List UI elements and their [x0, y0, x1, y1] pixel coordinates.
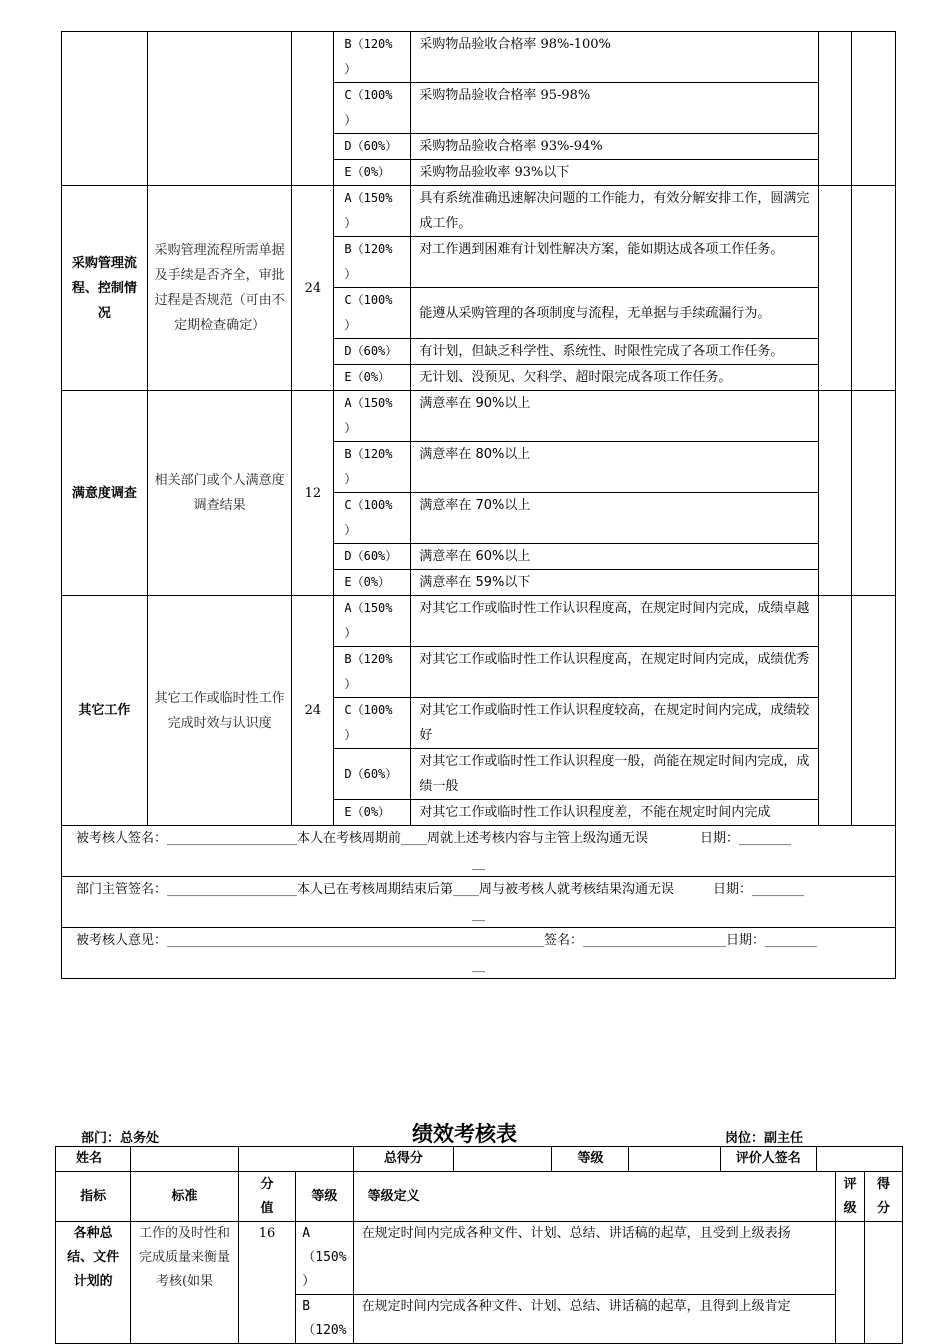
- position-label: 岗位：副主任: [725, 1131, 804, 1146]
- indicator-cell: 其它工作: [62, 596, 148, 826]
- signature-text: 部门主管签名：____________________本人已在考核周期结束后第____周与被考核人就考核结果沟通无误 日期：________: [76, 882, 805, 897]
- reviewer-label: 评价人签名: [720, 1147, 816, 1172]
- indicator-cell: 各种总结、文件计划的: [56, 1222, 131, 1344]
- grade-cell: C（100% ）: [334, 698, 411, 749]
- grade-definition: 对其它工作或临时性工作认识程度一般，尚能在规定时间内完成，成绩一般: [411, 749, 819, 800]
- grade-value[interactable]: [629, 1147, 720, 1172]
- grade-cell: D（60%）: [334, 339, 411, 365]
- grade-cell: E（0%）: [334, 570, 411, 596]
- summary-row: [56, 1147, 903, 1172]
- grade-definition: 对其它工作或临时性工作认识程度差，不能在规定时间内完成: [411, 800, 819, 826]
- standard-header: 标准: [131, 1172, 239, 1222]
- rating-cell[interactable]: [836, 1222, 865, 1344]
- grade-definition: 无计划、没预见、欠科学、超时限完成各项工作任务。: [411, 365, 819, 391]
- grade-definition: 满意率在 59%以下: [411, 570, 819, 596]
- score-cell: 16: [238, 1222, 295, 1344]
- indicator-cell: 采购管理流程、控制情况: [62, 186, 148, 391]
- table-row: [62, 596, 896, 647]
- grade-cell: A（150% ）: [334, 186, 411, 237]
- rating-cell[interactable]: [819, 186, 852, 391]
- grade-definition: 在规定时间内完成各种文件、计划、总结、讲话稿的起草，且得到上级肯定: [353, 1295, 836, 1344]
- grade-definition: 满意率在 90%以上: [411, 391, 819, 442]
- grade-cell: B（120% ）: [334, 237, 411, 288]
- name-value[interactable]: [131, 1147, 239, 1172]
- grade-cell: B（120%: [296, 1295, 353, 1344]
- signature-row-employee: [62, 826, 896, 877]
- score-cell: [292, 32, 334, 186]
- indicator-header: 指标: [56, 1172, 131, 1222]
- points-header: 得 分: [865, 1172, 903, 1222]
- grade-definition: 满意率在 80%以上: [411, 442, 819, 493]
- department-label: 部门：总务处: [81, 1131, 160, 1146]
- signature-text: 被考核人意见：__________________________________________________________签名：______________________日期：________: [76, 933, 818, 948]
- signature-cell[interactable]: [62, 826, 896, 877]
- grade-cell: B（120% ）: [334, 647, 411, 698]
- points-cell[interactable]: [865, 1222, 903, 1344]
- points-cell[interactable]: [852, 32, 896, 186]
- table-row: [62, 32, 896, 83]
- score-header: 分 值: [238, 1172, 295, 1222]
- grade-label: 等级: [552, 1147, 629, 1172]
- signature-cell[interactable]: [62, 928, 896, 979]
- rating-cell[interactable]: [819, 391, 852, 596]
- signature-row-opinion: [62, 928, 896, 979]
- standard-cell: 工作的及时性和完成质量来衡量考核(如果: [131, 1222, 239, 1344]
- signature-line: __: [472, 856, 485, 871]
- grade-cell: C（100% ）: [334, 493, 411, 544]
- grade-cell: B（120% ）: [334, 442, 411, 493]
- grade-definition: 采购物品验收合格率 95-98%: [411, 83, 819, 134]
- rating-header: 评 级: [836, 1172, 865, 1222]
- points-cell[interactable]: [852, 596, 896, 826]
- indicator-cell: 满意度调查: [62, 391, 148, 596]
- total-score-input[interactable]: [454, 1147, 552, 1172]
- signature-text: 被考核人签名：____________________本人在考核周期前____周就上述考核内容与主管上级沟通无误 日期：________: [76, 831, 792, 846]
- grade-definition: 在规定时间内完成各种文件、计划、总结、讲话稿的起草，且受到上级表扬: [353, 1222, 836, 1295]
- signature-line: __: [472, 907, 485, 922]
- grade-definition: 有计划，但缺乏科学性、系统性、时限性完成了各项工作任务。: [411, 339, 819, 365]
- signature-row-supervisor: [62, 877, 896, 928]
- standard-cell: 相关部门或个人满意度调查结果: [147, 391, 292, 596]
- grade-cell: D（60%）: [334, 134, 411, 160]
- grade-definition: 满意率在 70%以上: [411, 493, 819, 544]
- grade-header: 等级: [296, 1172, 353, 1222]
- grade-cell: C（100% ）: [334, 83, 411, 134]
- table-row: [56, 1222, 903, 1295]
- grade-cell: E（0%）: [334, 160, 411, 186]
- grade-cell: A（150% ）: [334, 596, 411, 647]
- column-header-row: [56, 1172, 903, 1222]
- standard-cell: [147, 32, 292, 186]
- grade-cell: D（60%）: [334, 749, 411, 800]
- grade-cell: C（100% ）: [334, 288, 411, 339]
- grade-definition: 采购物品验收合格率 93%-94%: [411, 134, 819, 160]
- points-cell[interactable]: [852, 186, 896, 391]
- signature-cell[interactable]: [62, 877, 896, 928]
- grade-definition: 对其它工作或临时性工作认识程度高，在规定时间内完成，成绩卓越: [411, 596, 819, 647]
- grade-definition: 满意率在 60%以上: [411, 544, 819, 570]
- performance-table: [55, 1146, 903, 1344]
- standard-cell: 其它工作或临时性工作完成时效与认识度: [147, 596, 292, 826]
- name-label: 姓名: [56, 1147, 131, 1172]
- table-row: [62, 186, 896, 237]
- total-score-label: 总得分: [353, 1147, 454, 1172]
- indicator-cell: [62, 32, 148, 186]
- grade-definition: 具有系统准确迅速解决问题的工作能力，有效分解安排工作，圆满完成工作。: [411, 186, 819, 237]
- form-title: 绩效考核表: [412, 1122, 517, 1146]
- grade-cell: E（0%）: [334, 365, 411, 391]
- score-cell: 24: [292, 186, 334, 391]
- grade-cell: A（150% ）: [296, 1222, 353, 1295]
- standard-cell: 采购管理流程所需单据及手续是否齐全，审批过程是否规范（可由不定期检查确定）: [147, 186, 292, 391]
- grade-definition: 能遵从采购管理的各项制度与流程，无单据与手续疏漏行为。: [411, 288, 819, 339]
- grade-cell: D（60%）: [334, 544, 411, 570]
- rating-cell[interactable]: [819, 32, 852, 186]
- grade-cell: A（150% ）: [334, 391, 411, 442]
- grade-cell: B（120% ）: [334, 32, 411, 83]
- score-cell: 12: [292, 391, 334, 596]
- grade-definition: 采购物品验收合格率 98%-100%: [411, 32, 819, 83]
- performance-table-continued: [61, 31, 896, 979]
- definition-header: 等级定义: [353, 1172, 836, 1222]
- signature-line: __: [472, 958, 485, 973]
- grade-definition: 采购物品验收率 93%以下: [411, 160, 819, 186]
- points-cell[interactable]: [852, 391, 896, 596]
- grade-definition: 对工作遇到困难有计划性解决方案，能如期达成各项工作任务。: [411, 237, 819, 288]
- grade-definition: 对其它工作或临时性工作认识程度高，在规定时间内完成，成绩优秀: [411, 647, 819, 698]
- grade-definition: 对其它工作或临时性工作认识程度较高，在规定时间内完成，成绩较好: [411, 698, 819, 749]
- reviewer-signature[interactable]: [816, 1147, 902, 1172]
- table-row: [62, 391, 896, 442]
- total-score-value[interactable]: [238, 1147, 353, 1172]
- grade-cell: E（0%）: [334, 800, 411, 826]
- score-cell: 24: [292, 596, 334, 826]
- rating-cell[interactable]: [819, 596, 852, 826]
